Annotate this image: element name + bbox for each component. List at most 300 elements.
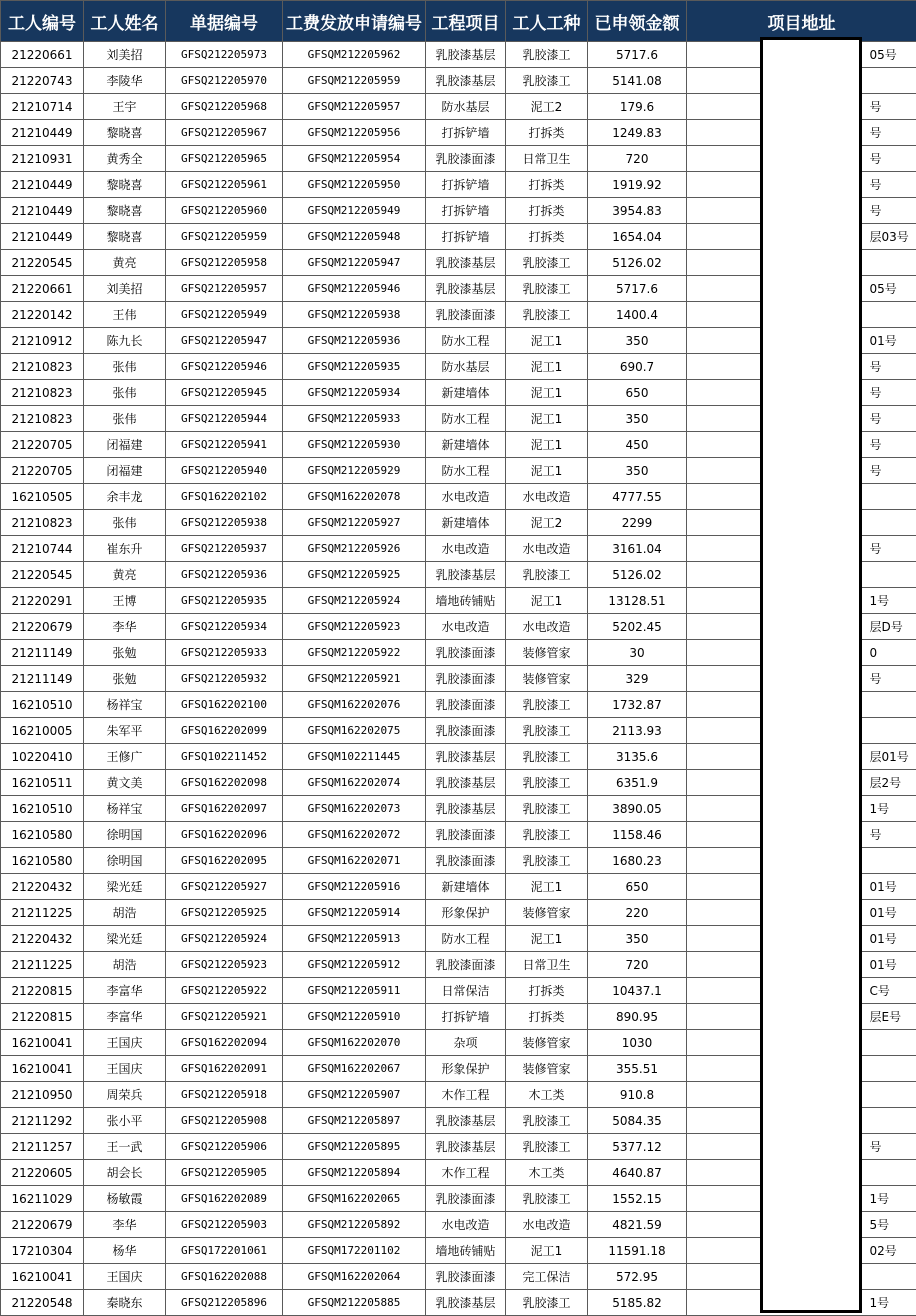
cell-application-no[interactable]: GFSQM212205916 [283,874,426,900]
cell-project-item[interactable]: 乳胶漆基层 [426,276,506,302]
cell-worker-id[interactable]: 21220815 [1,978,84,1004]
cell-application-no[interactable]: GFSQM162202064 [283,1264,426,1290]
cell-document-no[interactable]: GFSQ212205944 [166,406,283,432]
cell-document-no[interactable]: GFSQ212205924 [166,926,283,952]
cell-amount-claimed[interactable]: 5185.82 [588,1290,687,1316]
cell-document-no[interactable]: GFSQ212205967 [166,120,283,146]
cell-worker-trade[interactable]: 泥工1 [506,380,588,406]
cell-document-no[interactable]: GFSQ212205918 [166,1082,283,1108]
cell-application-no[interactable]: GFSQM162202075 [283,718,426,744]
cell-project-item[interactable]: 乳胶漆基层 [426,1290,506,1316]
cell-worker-trade[interactable]: 乳胶漆工 [506,822,588,848]
cell-document-no[interactable]: GFSQ212205959 [166,224,283,250]
cell-worker-id[interactable]: 21220705 [1,458,84,484]
cell-worker-trade[interactable]: 乳胶漆工 [506,692,588,718]
cell-amount-claimed[interactable]: 2299 [588,510,687,536]
cell-application-no[interactable]: GFSQM212205933 [283,406,426,432]
cell-document-no[interactable]: GFSQ212205958 [166,250,283,276]
cell-amount-claimed[interactable]: 5717.6 [588,276,687,302]
cell-application-no[interactable]: GFSQM162202067 [283,1056,426,1082]
cell-worker-id[interactable]: 21210449 [1,120,84,146]
cell-worker-trade[interactable]: 泥工1 [506,406,588,432]
cell-amount-claimed[interactable]: 350 [588,406,687,432]
cell-worker-name[interactable]: 黄文美 [84,770,166,796]
cell-worker-trade[interactable]: 乳胶漆工 [506,562,588,588]
cell-worker-trade[interactable]: 泥工1 [506,432,588,458]
cell-worker-trade[interactable]: 日常卫生 [506,146,588,172]
cell-worker-name[interactable]: 李富华 [84,978,166,1004]
cell-worker-id[interactable]: 21211225 [1,900,84,926]
cell-application-no[interactable]: GFSQM212205948 [283,224,426,250]
cell-amount-claimed[interactable]: 11591.18 [588,1238,687,1264]
cell-worker-name[interactable]: 王国庆 [84,1056,166,1082]
cell-worker-id[interactable]: 16210511 [1,770,84,796]
cell-worker-name[interactable]: 张伟 [84,510,166,536]
cell-worker-trade[interactable]: 打拆类 [506,172,588,198]
cell-application-no[interactable]: GFSQM162202073 [283,796,426,822]
cell-worker-id[interactable]: 21210912 [1,328,84,354]
cell-amount-claimed[interactable]: 329 [588,666,687,692]
cell-amount-claimed[interactable]: 6351.9 [588,770,687,796]
cell-application-no[interactable]: GFSQM212205950 [283,172,426,198]
cell-amount-claimed[interactable]: 4640.87 [588,1160,687,1186]
cell-amount-claimed[interactable]: 1680.23 [588,848,687,874]
cell-document-no[interactable]: GFSQ172201061 [166,1238,283,1264]
cell-worker-id[interactable]: 16210505 [1,484,84,510]
cell-document-no[interactable]: GFSQ212205965 [166,146,283,172]
cell-worker-id[interactable]: 16210510 [1,796,84,822]
cell-worker-id[interactable]: 21220605 [1,1160,84,1186]
cell-project-item[interactable]: 乳胶漆面漆 [426,302,506,328]
cell-worker-id[interactable]: 21220548 [1,1290,84,1316]
cell-amount-claimed[interactable]: 10437.1 [588,978,687,1004]
cell-project-item[interactable]: 形象保护 [426,1056,506,1082]
cell-document-no[interactable]: GFSQ212205970 [166,68,283,94]
cell-worker-name[interactable]: 张伟 [84,406,166,432]
cell-project-item[interactable]: 乳胶漆面漆 [426,848,506,874]
cell-document-no[interactable]: GFSQ212205938 [166,510,283,536]
cell-application-no[interactable]: GFSQM212205934 [283,380,426,406]
cell-application-no[interactable]: GFSQM102211445 [283,744,426,770]
cell-application-no[interactable]: GFSQM212205962 [283,42,426,68]
cell-application-no[interactable]: GFSQM162202078 [283,484,426,510]
cell-worker-trade[interactable]: 乳胶漆工 [506,718,588,744]
cell-application-no[interactable]: GFSQM212205957 [283,94,426,120]
cell-document-no[interactable]: GFSQ212205932 [166,666,283,692]
cell-worker-id[interactable]: 16210041 [1,1030,84,1056]
cell-application-no[interactable]: GFSQM162202074 [283,770,426,796]
cell-worker-trade[interactable]: 装修管家 [506,1030,588,1056]
cell-document-no[interactable]: GFSQ162202102 [166,484,283,510]
cell-project-item[interactable]: 防水工程 [426,926,506,952]
cell-amount-claimed[interactable]: 350 [588,328,687,354]
header-application-no[interactable]: 工费发放申请编号 [283,1,426,42]
cell-worker-trade[interactable]: 乳胶漆工 [506,276,588,302]
cell-worker-trade[interactable]: 装修管家 [506,640,588,666]
cell-application-no[interactable]: GFSQM212205926 [283,536,426,562]
cell-worker-id[interactable]: 21220679 [1,614,84,640]
cell-project-item[interactable]: 乳胶漆基层 [426,744,506,770]
cell-worker-trade[interactable]: 乳胶漆工 [506,848,588,874]
cell-worker-trade[interactable]: 木工类 [506,1160,588,1186]
cell-worker-trade[interactable]: 泥工1 [506,1238,588,1264]
cell-worker-name[interactable]: 杨祥宝 [84,692,166,718]
cell-worker-name[interactable]: 刘美招 [84,276,166,302]
cell-amount-claimed[interactable]: 720 [588,952,687,978]
cell-application-no[interactable]: GFSQM212205927 [283,510,426,536]
cell-worker-name[interactable]: 张小平 [84,1108,166,1134]
cell-worker-trade[interactable]: 打拆类 [506,1004,588,1030]
cell-project-item[interactable]: 打拆铲墙 [426,172,506,198]
cell-project-item[interactable]: 乳胶漆面漆 [426,952,506,978]
cell-worker-name[interactable]: 周荣兵 [84,1082,166,1108]
cell-worker-id[interactable]: 10220410 [1,744,84,770]
cell-worker-name[interactable]: 王一武 [84,1134,166,1160]
cell-worker-id[interactable]: 21220142 [1,302,84,328]
cell-amount-claimed[interactable]: 5377.12 [588,1134,687,1160]
cell-amount-claimed[interactable]: 5126.02 [588,250,687,276]
cell-worker-id[interactable]: 21220815 [1,1004,84,1030]
cell-document-no[interactable]: GFSQ212205921 [166,1004,283,1030]
cell-application-no[interactable]: GFSQM162202065 [283,1186,426,1212]
cell-worker-name[interactable]: 李富华 [84,1004,166,1030]
cell-application-no[interactable]: GFSQM212205949 [283,198,426,224]
cell-worker-id[interactable]: 21211257 [1,1134,84,1160]
cell-project-item[interactable]: 乳胶漆面漆 [426,666,506,692]
cell-worker-id[interactable]: 21220432 [1,874,84,900]
cell-worker-name[interactable]: 崔东升 [84,536,166,562]
cell-project-item[interactable]: 水电改造 [426,614,506,640]
cell-worker-id[interactable]: 21210950 [1,1082,84,1108]
cell-amount-claimed[interactable]: 4821.59 [588,1212,687,1238]
cell-worker-name[interactable]: 刘美招 [84,42,166,68]
cell-application-no[interactable]: GFSQM212205922 [283,640,426,666]
cell-worker-name[interactable]: 余丰龙 [84,484,166,510]
cell-document-no[interactable]: GFSQ212205935 [166,588,283,614]
cell-project-item[interactable]: 形象保护 [426,900,506,926]
cell-amount-claimed[interactable]: 4777.55 [588,484,687,510]
cell-document-no[interactable]: GFSQ162202088 [166,1264,283,1290]
cell-amount-claimed[interactable]: 1030 [588,1030,687,1056]
cell-worker-trade[interactable]: 乳胶漆工 [506,1290,588,1316]
cell-worker-name[interactable]: 王伟 [84,302,166,328]
cell-project-item[interactable]: 墙地砖铺贴 [426,1238,506,1264]
cell-worker-trade[interactable]: 乳胶漆工 [506,250,588,276]
cell-document-no[interactable]: GFSQ162202100 [166,692,283,718]
cell-worker-name[interactable]: 闭福建 [84,432,166,458]
cell-worker-trade[interactable]: 乳胶漆工 [506,1108,588,1134]
cell-worker-name[interactable]: 徐明国 [84,822,166,848]
cell-worker-id[interactable]: 21211292 [1,1108,84,1134]
cell-project-item[interactable]: 防水工程 [426,458,506,484]
cell-project-item[interactable]: 新建墙体 [426,874,506,900]
cell-project-item[interactable]: 乳胶漆基层 [426,68,506,94]
cell-amount-claimed[interactable]: 1158.46 [588,822,687,848]
cell-worker-name[interactable]: 胡会长 [84,1160,166,1186]
cell-worker-trade[interactable]: 泥工1 [506,874,588,900]
cell-document-no[interactable]: GFSQ212205957 [166,276,283,302]
cell-worker-id[interactable]: 21220545 [1,250,84,276]
cell-project-item[interactable]: 新建墙体 [426,380,506,406]
cell-document-no[interactable]: GFSQ212205968 [166,94,283,120]
cell-application-no[interactable]: GFSQM212205923 [283,614,426,640]
cell-document-no[interactable]: GFSQ212205936 [166,562,283,588]
cell-project-item[interactable]: 水电改造 [426,1212,506,1238]
cell-amount-claimed[interactable]: 720 [588,146,687,172]
cell-document-no[interactable]: GFSQ212205937 [166,536,283,562]
cell-application-no[interactable]: GFSQM212205924 [283,588,426,614]
cell-worker-id[interactable]: 17210304 [1,1238,84,1264]
cell-document-no[interactable]: GFSQ212205946 [166,354,283,380]
cell-worker-name[interactable]: 杨祥宝 [84,796,166,822]
cell-amount-claimed[interactable]: 1732.87 [588,692,687,718]
cell-document-no[interactable]: GFSQ212205973 [166,42,283,68]
cell-application-no[interactable]: GFSQM212205892 [283,1212,426,1238]
cell-document-no[interactable]: GFSQ162202096 [166,822,283,848]
cell-worker-name[interactable]: 张伟 [84,354,166,380]
cell-worker-trade[interactable]: 打拆类 [506,120,588,146]
cell-application-no[interactable]: GFSQM212205913 [283,926,426,952]
cell-worker-id[interactable]: 16211029 [1,1186,84,1212]
cell-application-no[interactable]: GFSQM212205925 [283,562,426,588]
cell-worker-id[interactable]: 21220432 [1,926,84,952]
cell-document-no[interactable]: GFSQ212205922 [166,978,283,1004]
cell-worker-name[interactable]: 朱军平 [84,718,166,744]
cell-project-item[interactable]: 新建墙体 [426,510,506,536]
cell-document-no[interactable]: GFSQ212205949 [166,302,283,328]
cell-worker-trade[interactable]: 泥工1 [506,458,588,484]
cell-amount-claimed[interactable]: 1552.15 [588,1186,687,1212]
cell-amount-claimed[interactable]: 355.51 [588,1056,687,1082]
cell-amount-claimed[interactable]: 13128.51 [588,588,687,614]
cell-document-no[interactable]: GFSQ212205961 [166,172,283,198]
cell-project-item[interactable]: 乳胶漆基层 [426,770,506,796]
cell-amount-claimed[interactable]: 5202.45 [588,614,687,640]
cell-worker-trade[interactable]: 乳胶漆工 [506,1186,588,1212]
cell-application-no[interactable]: GFSQM212205885 [283,1290,426,1316]
cell-document-no[interactable]: GFSQ162202097 [166,796,283,822]
cell-application-no[interactable]: GFSQM212205894 [283,1160,426,1186]
cell-project-item[interactable]: 乳胶漆面漆 [426,1186,506,1212]
cell-amount-claimed[interactable]: 450 [588,432,687,458]
cell-worker-name[interactable]: 黄亮 [84,562,166,588]
cell-amount-claimed[interactable]: 350 [588,458,687,484]
cell-worker-trade[interactable]: 泥工1 [506,354,588,380]
cell-worker-name[interactable]: 张勉 [84,666,166,692]
cell-application-no[interactable]: GFSQM172201102 [283,1238,426,1264]
cell-worker-id[interactable]: 21220291 [1,588,84,614]
cell-worker-name[interactable]: 黎晓喜 [84,224,166,250]
cell-project-item[interactable]: 木作工程 [426,1082,506,1108]
cell-worker-name[interactable]: 王国庆 [84,1030,166,1056]
cell-application-no[interactable]: GFSQM162202070 [283,1030,426,1056]
cell-application-no[interactable]: GFSQM212205930 [283,432,426,458]
cell-worker-name[interactable]: 秦晓东 [84,1290,166,1316]
cell-project-item[interactable]: 墙地砖铺贴 [426,588,506,614]
cell-amount-claimed[interactable]: 179.6 [588,94,687,120]
cell-amount-claimed[interactable]: 1919.92 [588,172,687,198]
cell-worker-trade[interactable]: 打拆类 [506,978,588,1004]
cell-worker-id[interactable]: 21210449 [1,224,84,250]
cell-application-no[interactable]: GFSQM212205911 [283,978,426,1004]
cell-document-no[interactable]: GFSQ212205945 [166,380,283,406]
cell-worker-trade[interactable]: 水电改造 [506,1212,588,1238]
cell-worker-trade[interactable]: 乳胶漆工 [506,302,588,328]
cell-worker-name[interactable]: 梁光廷 [84,926,166,952]
cell-worker-name[interactable]: 黎晓喜 [84,120,166,146]
cell-document-no[interactable]: GFSQ162202098 [166,770,283,796]
cell-amount-claimed[interactable]: 2113.93 [588,718,687,744]
cell-document-no[interactable]: GFSQ162202089 [166,1186,283,1212]
cell-amount-claimed[interactable]: 220 [588,900,687,926]
cell-amount-claimed[interactable]: 650 [588,874,687,900]
cell-project-item[interactable]: 水电改造 [426,484,506,510]
cell-document-no[interactable]: GFSQ212205927 [166,874,283,900]
cell-worker-trade[interactable]: 泥工1 [506,328,588,354]
cell-worker-id[interactable]: 21210744 [1,536,84,562]
cell-application-no[interactable]: GFSQM212205910 [283,1004,426,1030]
cell-application-no[interactable]: GFSQM212205946 [283,276,426,302]
header-worker-trade[interactable]: 工人工种 [506,1,588,42]
header-project-address[interactable]: 项目地址 [687,1,916,42]
cell-application-no[interactable]: GFSQM212205929 [283,458,426,484]
cell-application-no[interactable]: GFSQM212205936 [283,328,426,354]
cell-application-no[interactable]: GFSQM212205954 [283,146,426,172]
cell-worker-name[interactable]: 张勉 [84,640,166,666]
cell-project-item[interactable]: 乳胶漆基层 [426,796,506,822]
cell-project-item[interactable]: 乳胶漆面漆 [426,640,506,666]
cell-project-item[interactable]: 乳胶漆基层 [426,1134,506,1160]
cell-project-item[interactable]: 防水基层 [426,94,506,120]
cell-application-no[interactable]: GFSQM212205907 [283,1082,426,1108]
cell-application-no[interactable]: GFSQM212205921 [283,666,426,692]
cell-worker-name[interactable]: 胡浩 [84,952,166,978]
cell-amount-claimed[interactable]: 650 [588,380,687,406]
cell-worker-trade[interactable]: 日常卫生 [506,952,588,978]
cell-worker-trade[interactable]: 乳胶漆工 [506,42,588,68]
cell-project-item[interactable]: 防水基层 [426,354,506,380]
cell-project-item[interactable]: 乳胶漆面漆 [426,718,506,744]
cell-document-no[interactable]: GFSQ212205960 [166,198,283,224]
cell-worker-name[interactable]: 杨华 [84,1238,166,1264]
cell-amount-claimed[interactable]: 1249.83 [588,120,687,146]
cell-project-item[interactable]: 乳胶漆面漆 [426,822,506,848]
cell-worker-trade[interactable]: 泥工1 [506,926,588,952]
cell-application-no[interactable]: GFSQM162202071 [283,848,426,874]
cell-worker-trade[interactable]: 乳胶漆工 [506,68,588,94]
cell-worker-name[interactable]: 胡浩 [84,900,166,926]
cell-project-item[interactable]: 木作工程 [426,1160,506,1186]
header-worker-name[interactable]: 工人姓名 [84,1,166,42]
cell-worker-trade[interactable]: 乳胶漆工 [506,744,588,770]
cell-worker-trade[interactable]: 水电改造 [506,536,588,562]
cell-document-no[interactable]: GFSQ212205933 [166,640,283,666]
cell-worker-id[interactable]: 21220743 [1,68,84,94]
cell-amount-claimed[interactable]: 5126.02 [588,562,687,588]
cell-application-no[interactable]: GFSQM212205912 [283,952,426,978]
cell-project-item[interactable]: 乳胶漆基层 [426,42,506,68]
cell-worker-id[interactable]: 16210005 [1,718,84,744]
cell-worker-trade[interactable]: 打拆类 [506,198,588,224]
header-project-item[interactable]: 工程项目 [426,1,506,42]
header-document-no[interactable]: 单据编号 [166,1,283,42]
cell-worker-trade[interactable]: 装修管家 [506,1056,588,1082]
cell-worker-name[interactable]: 李华 [84,1212,166,1238]
cell-worker-trade[interactable]: 乳胶漆工 [506,796,588,822]
cell-project-item[interactable]: 乳胶漆基层 [426,250,506,276]
cell-worker-id[interactable]: 21210823 [1,406,84,432]
cell-worker-trade[interactable]: 泥工2 [506,94,588,120]
cell-worker-id[interactable]: 21211149 [1,666,84,692]
cell-worker-id[interactable]: 21211225 [1,952,84,978]
cell-amount-claimed[interactable]: 572.95 [588,1264,687,1290]
cell-document-no[interactable]: GFSQ162202095 [166,848,283,874]
cell-project-item[interactable]: 水电改造 [426,536,506,562]
cell-document-no[interactable]: GFSQ212205940 [166,458,283,484]
cell-worker-id[interactable]: 21210823 [1,510,84,536]
cell-application-no[interactable]: GFSQM162202076 [283,692,426,718]
cell-worker-name[interactable]: 李华 [84,614,166,640]
cell-amount-claimed[interactable]: 30 [588,640,687,666]
cell-project-item[interactable]: 乳胶漆面漆 [426,1264,506,1290]
cell-document-no[interactable]: GFSQ212205925 [166,900,283,926]
cell-worker-name[interactable]: 陈九长 [84,328,166,354]
cell-application-no[interactable]: GFSQM212205938 [283,302,426,328]
cell-document-no[interactable]: GFSQ212205896 [166,1290,283,1316]
cell-amount-claimed[interactable]: 1400.4 [588,302,687,328]
cell-worker-id[interactable]: 21220545 [1,562,84,588]
cell-document-no[interactable]: GFSQ212205947 [166,328,283,354]
cell-worker-id[interactable]: 21211149 [1,640,84,666]
cell-worker-id[interactable]: 21210714 [1,94,84,120]
cell-document-no[interactable]: GFSQ162202099 [166,718,283,744]
cell-amount-claimed[interactable]: 1654.04 [588,224,687,250]
cell-project-item[interactable]: 防水工程 [426,406,506,432]
cell-application-no[interactable]: GFSQM212205914 [283,900,426,926]
cell-project-item[interactable]: 打拆铲墙 [426,1004,506,1030]
cell-project-item[interactable]: 防水工程 [426,328,506,354]
cell-document-no[interactable]: GFSQ212205908 [166,1108,283,1134]
cell-worker-name[interactable]: 王国庆 [84,1264,166,1290]
cell-amount-claimed[interactable]: 890.95 [588,1004,687,1030]
cell-project-item[interactable]: 乳胶漆面漆 [426,692,506,718]
cell-amount-claimed[interactable]: 910.8 [588,1082,687,1108]
cell-worker-name[interactable]: 王修广 [84,744,166,770]
cell-project-item[interactable]: 新建墙体 [426,432,506,458]
cell-worker-id[interactable]: 16210510 [1,692,84,718]
cell-document-no[interactable]: GFSQ212205934 [166,614,283,640]
cell-document-no[interactable]: GFSQ212205905 [166,1160,283,1186]
cell-project-item[interactable]: 日常保洁 [426,978,506,1004]
cell-worker-trade[interactable]: 完工保洁 [506,1264,588,1290]
cell-amount-claimed[interactable]: 350 [588,926,687,952]
cell-worker-name[interactable]: 徐明国 [84,848,166,874]
cell-worker-name[interactable]: 王博 [84,588,166,614]
cell-worker-id[interactable]: 21210823 [1,380,84,406]
cell-document-no[interactable]: GFSQ212205941 [166,432,283,458]
cell-application-no[interactable]: GFSQM212205959 [283,68,426,94]
cell-worker-name[interactable]: 王宇 [84,94,166,120]
cell-worker-trade[interactable]: 打拆类 [506,224,588,250]
cell-worker-name[interactable]: 黎晓喜 [84,198,166,224]
cell-worker-trade[interactable]: 乳胶漆工 [506,770,588,796]
cell-project-item[interactable]: 乳胶漆面漆 [426,146,506,172]
cell-worker-trade[interactable]: 乳胶漆工 [506,1134,588,1160]
cell-worker-name[interactable]: 梁光廷 [84,874,166,900]
cell-amount-claimed[interactable]: 3135.6 [588,744,687,770]
cell-worker-name[interactable]: 张伟 [84,380,166,406]
cell-application-no[interactable]: GFSQM212205947 [283,250,426,276]
